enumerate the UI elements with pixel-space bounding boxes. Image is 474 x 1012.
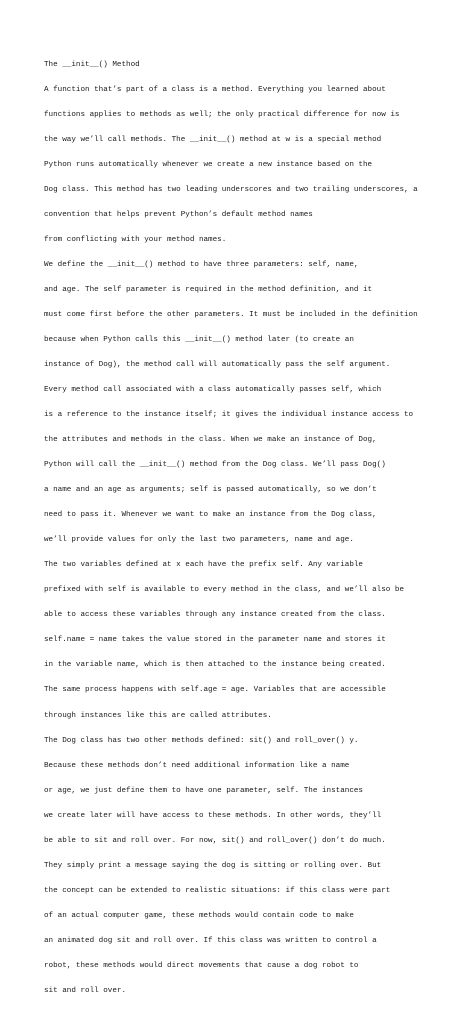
text-line: we create later will have access to these methods. In other words, they’ll	[44, 811, 382, 820]
text-line: or age, we just define them to have one parameter, self. The instances	[44, 786, 363, 795]
text-line: The same process happens with self.age = age. Variables that are accessible	[44, 686, 386, 695]
text-line: They simply print a message saying the dog is sitting or rolling over. But	[44, 861, 382, 870]
text-line: self.name = name takes the value stored in the parameter name and stores it	[44, 636, 386, 645]
text-line: Python runs automatically whenever we create a new instance based on the	[44, 160, 373, 169]
text-line: We define the __init__() method to have three parameters: self, name,	[44, 260, 359, 269]
document-text	[44, 44, 418, 1012]
text-line: need to pass it. Whenever we want to make an instance from the Dog class,	[44, 511, 377, 520]
text-line: sit and roll over.	[44, 986, 127, 995]
section-heading: The __init__() Method	[44, 60, 140, 69]
text-line: from conflicting with your method names.	[44, 235, 227, 244]
text-line: through instances like this are called attributes.	[44, 711, 272, 720]
text-line: robot, these methods would direct movements that cause a dog robot to	[44, 961, 359, 970]
text-line: an animated dog sit and roll over. If this class was written to control a	[44, 936, 377, 945]
text-line: A function that’s part of a class is a method. Everything you learned about	[44, 85, 386, 94]
text-line: the concept can be extended to realistic situations: if this class were part	[44, 886, 391, 895]
text-line: a name and an age as arguments; self is passed automatically, so we don’t	[44, 486, 377, 495]
text-line: in the variable name, which is then attached to the instance being created.	[44, 661, 386, 670]
text-line: and age. The self parameter is required in the method definition, and it	[44, 285, 373, 294]
text-line: is a reference to the instance itself; it gives the individual instance access to	[44, 411, 414, 420]
text-line: The Dog class has two other methods defined: sit() and roll_over() y.	[44, 736, 359, 745]
text-line: convention that helps prevent Python’s default method names	[44, 210, 313, 219]
text-line: must come first before the other parameters. It must be included in the definition	[44, 311, 418, 319]
text-line: Because these methods don’t need additional information like a name	[44, 761, 350, 770]
text-line: instance of Dog), the method call will automatically pass the self argument.	[44, 361, 391, 370]
text-line: Dog class. This method has two leading underscores and two trailing underscores, a	[44, 185, 418, 194]
text-line: Python will call the __init__() method from the Dog class. We’ll pass Dog()	[44, 461, 386, 470]
text-line: because when Python calls this __init__() method later (to create an	[44, 336, 354, 345]
text-line: we’ll provide values for only the last two parameters, name and age.	[44, 536, 354, 545]
text-line: the way we’ll call methods. The __init__() method at w is a special method	[44, 135, 382, 144]
text-line: prefixed with self is available to every method in the class, and we’ll also be	[44, 586, 405, 595]
text-line: The two variables defined at x each have the prefix self. Any variable	[44, 561, 363, 570]
text-line: functions applies to methods as well; the only practical difference for now is	[44, 110, 400, 119]
text-line: be able to sit and roll over. For now, sit() and roll_over() don’t do much.	[44, 836, 386, 845]
text-line: Every method call associated with a class automatically passes self, which	[44, 386, 382, 395]
text-line: of an actual computer game, these methods would contain code to make	[44, 911, 354, 920]
text-line: able to access these variables through any instance created from the class.	[44, 611, 386, 620]
text-line: the attributes and methods in the class. When we make an instance of Dog,	[44, 436, 377, 445]
